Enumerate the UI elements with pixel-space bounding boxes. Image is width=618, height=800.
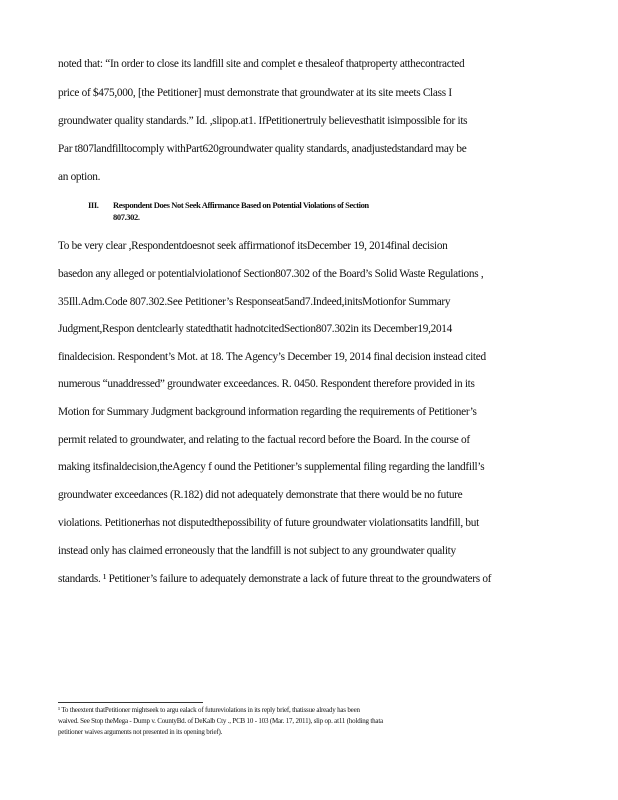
section-heading-title-cont: 807.302. bbox=[113, 212, 140, 222]
section-line: permit related to groundwater, and relating to the factual record before the Board. In the course of bbox=[58, 434, 470, 446]
section-line: basedon any alleged or potentialviolationof Section807.302 of the Board’s Solid Waste Regulations , bbox=[58, 268, 484, 280]
body-line: an option. bbox=[58, 171, 101, 183]
section-line: Judgment,Respon dentclearly statedthatit hadnotcitedSection807.302in its December19,2014 bbox=[58, 323, 453, 335]
footnote-line: waived. See Stop theMega - Dump v. CountyBd. of DeKalb Cty ., PCB 10 - 103 (Mar. 17, 2011), slip op. at11 (holding thata bbox=[58, 717, 383, 725]
section-line: violations. Petitionerhas not disputedthepossibility of future groundwater violationsatits landfill, but bbox=[58, 517, 479, 529]
section-heading-number: III. bbox=[88, 200, 99, 210]
footnote-separator bbox=[58, 702, 203, 703]
body-line: price of $475,000, [the Petitioner] must demonstrate that groundwater at its site meets Class I bbox=[58, 87, 452, 99]
section-line: instead only has claimed erroneously that the landfill is not subject to any groundwater quality bbox=[58, 545, 456, 557]
body-line: noted that: “In order to close its landfill site and complet e thesaleof thatproperty atthecontracted bbox=[58, 58, 465, 70]
footnote-line: ¹ To theextent thatPetitioner mightseek to argu ealack of futureviolations in its reply brief, thatissue already has been bbox=[58, 706, 360, 714]
section-line: 35Ill.Adm.Code 807.302.See Petitioner’s Responseat5and7.Indeed,initsMotionfor Summary bbox=[58, 296, 451, 308]
section-line: making itsfinaldecision,theAgency f ound the Petitioner’s supplemental filing regarding the landfill’s bbox=[58, 461, 485, 473]
footnote-line: petitioner waives arguments not presented in its opening brief). bbox=[58, 728, 223, 736]
section-line: finaldecision. Respondent’s Mot. at 18. The Agency’s December 19, 2014 final decision instead cited bbox=[58, 351, 486, 363]
section-line: numerous “unaddressed” groundwater exceedances. R. 0450. Respondent therefore provided in its bbox=[58, 378, 475, 390]
section-line: Motion for Summary Judgment background information regarding the requirements of Petitioner’s bbox=[58, 406, 477, 418]
section-line: groundwater exceedances (R.182) did not adequately demonstrate that there would be no future bbox=[58, 489, 463, 501]
body-line: groundwater quality standards.” Id. ,slipop.at1. IfPetitionertruly believesthatit isimpossible for its bbox=[58, 115, 468, 127]
section-heading-title: Respondent Does Not Seek Affirmance Based on Potential Violations of Section bbox=[113, 200, 369, 210]
section-line: To be very clear ,Respondentdoesnot seek affirmationof itsDecember 19, 2014final decision bbox=[58, 240, 448, 252]
body-line: Par t807landfilltocomply withPart620groundwater quality standards, anadjustedstandard may be bbox=[58, 143, 467, 155]
section-line: standards. ¹ Petitioner’s failure to adequately demonstrate a lack of future threat to the groundwaters of bbox=[58, 573, 492, 585]
